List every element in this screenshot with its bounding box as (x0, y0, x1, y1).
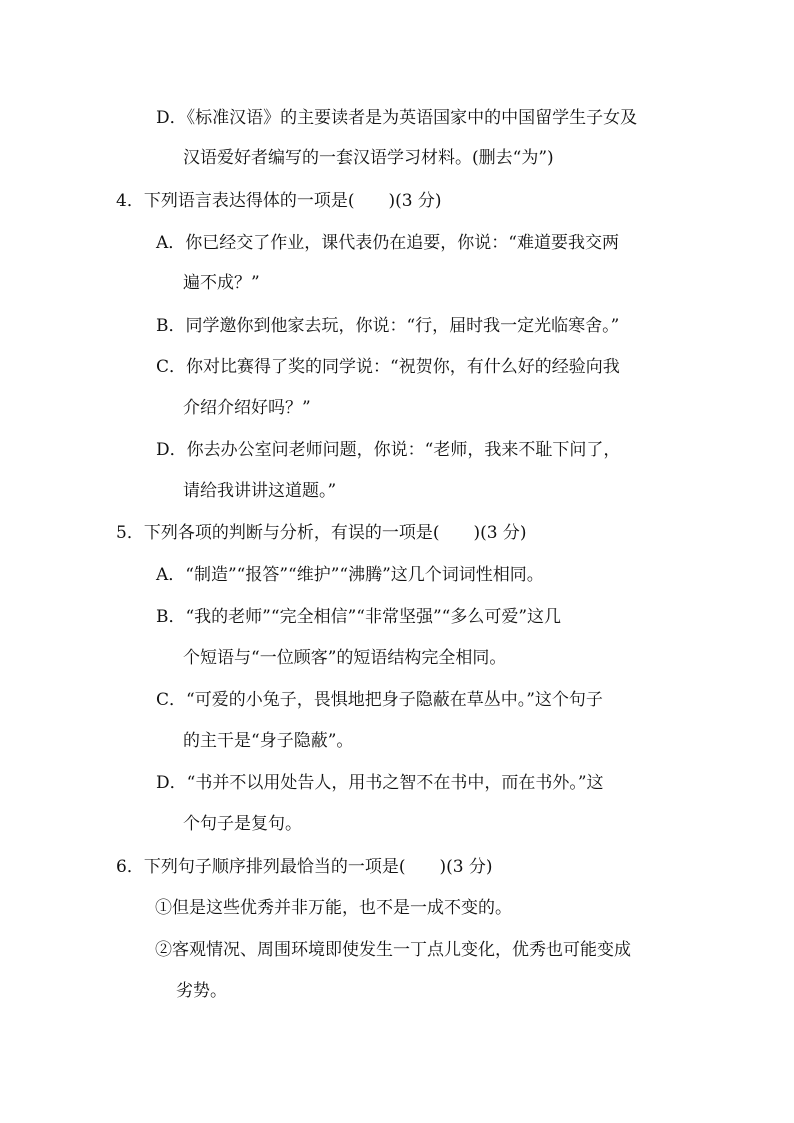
q5-option-d-line2: 个句子是复句。 (183, 814, 302, 834)
q4-option-c-line2: 介绍介绍好吗？” (183, 398, 311, 418)
q6-stem: 6．下列句子顺序排列最恰当的一项是( )(3 分) (116, 857, 493, 877)
q4-stem: 4．下列语言表达得体的一项是( )(3 分) (116, 191, 442, 211)
q4-option-a-line2: 遍不成？” (183, 273, 260, 293)
q5-option-b-line1: B．“我的老师”“完全相信”“非常坚强”“多么可爱”这几 (156, 607, 562, 627)
q5-option-c-line1: C．“可爱的小兔子，畏惧地把身子隐蔽在草丛中。”这个句子 (156, 690, 603, 710)
q6-sentence-2-line2: 劣势。 (176, 981, 227, 1001)
q4-option-a-line1: A．你已经交了作业，课代表仍在追要，你说：“难道要我交两 (156, 233, 619, 253)
q6-sentence-2-line1: ②客观情况、周围环境即使发生一丁点儿变化，优秀也可能变成 (155, 940, 631, 960)
q4-option-c-line1: C．你对比赛得了奖的同学说：“祝贺你，有什么好的经验向我 (156, 357, 620, 377)
q5-option-b-line2: 个短语与“一位顾客”的短语结构完全相同。 (183, 648, 507, 668)
q5-stem: 5．下列各项的判断与分析，有误的一项是( )(3 分) (116, 523, 527, 543)
q4-option-d-line2: 请给我讲讲这道题。” (183, 481, 337, 501)
q6-sentence-1: ①但是这些优秀并非万能，也不是一成不变的。 (155, 898, 512, 918)
q4-option-b-line1: B．同学邀你到他家去玩，你说：“行，届时我一定光临寒舍。” (156, 316, 620, 336)
q5-option-c-line2: 的主干是“身子隐蔽”。 (183, 731, 354, 751)
q3-option-d-line2: 汉语爱好者编写的一套汉语学习材料。(删去“为”) (183, 148, 554, 168)
q5-option-a-line1: A．“制造”“报答”“维护”“沸腾”这几个词词性相同。 (156, 565, 544, 585)
q5-option-d-line1: D．“书并不以用处告人，用书之智不在书中，而在书外。”这 (156, 773, 604, 793)
q3-option-d-line1: D．《标准汉语》的主要读者是为英语国家中的中国留学生子女及 (156, 108, 638, 128)
q4-option-d-line1: D．你去办公室问老师问题，你说：“老师，我来不耻下问了， (156, 440, 621, 460)
